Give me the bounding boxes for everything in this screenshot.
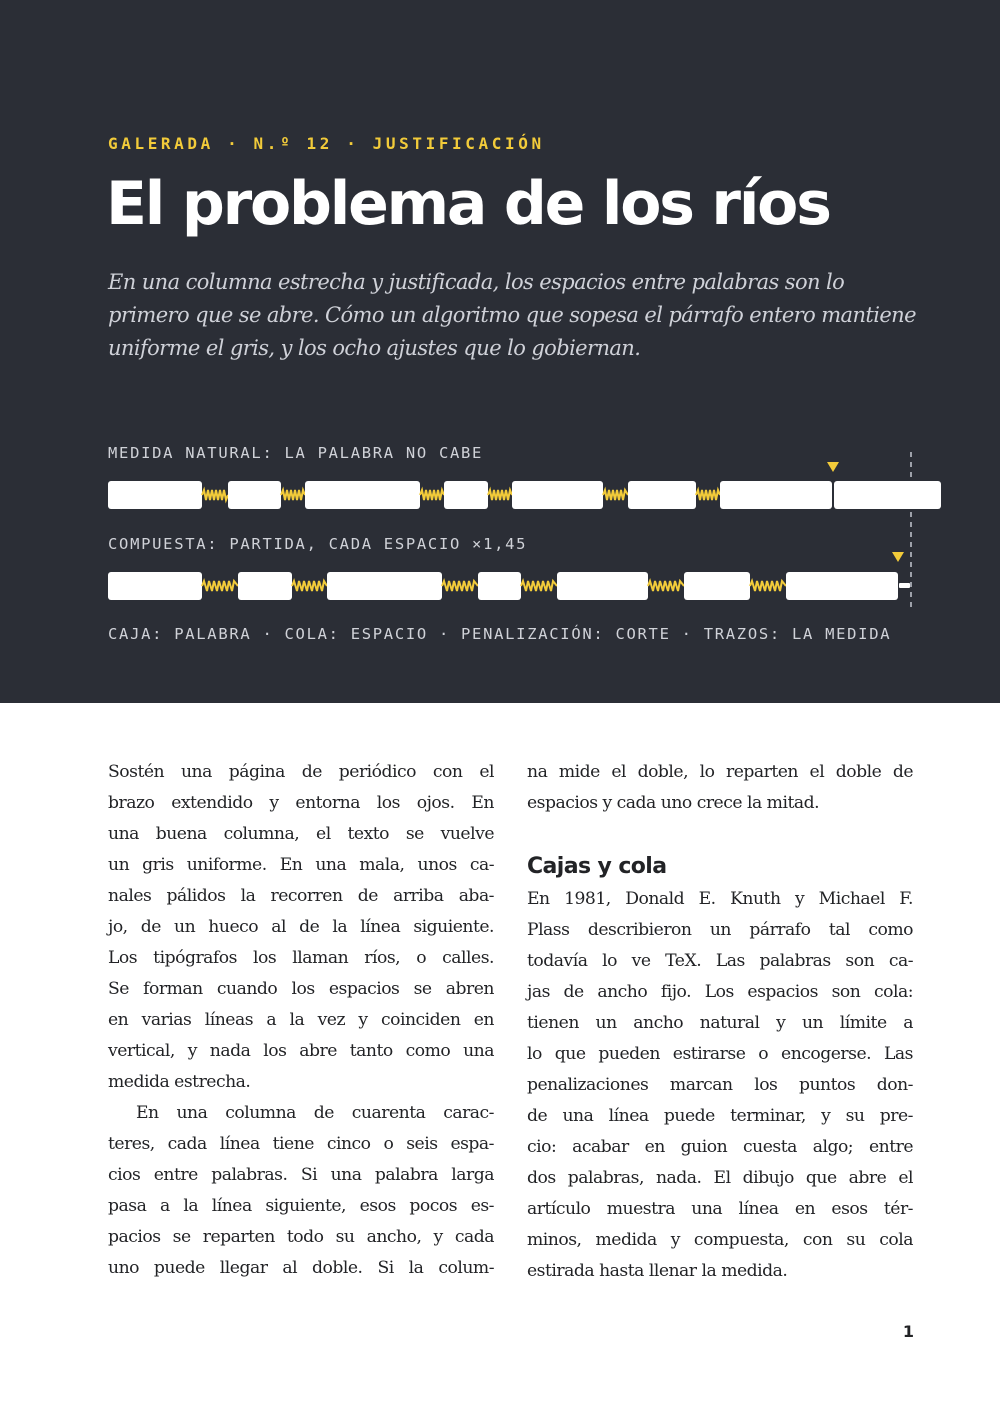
text-line: minos, medida y compuesta, con su cola [527,1230,913,1250]
text-line: tienen un ancho natural y un límite a [527,1013,913,1033]
text-line: uno puede llegar al doble. Si la colum- [108,1258,494,1278]
page-number: 1 [902,1322,914,1341]
text-line: En 1981, Donald E. Knuth y Michael F. [527,889,913,909]
word-box [108,572,202,600]
word-box [684,572,750,600]
text-line: Plass describieron un párrafo tal como [527,920,913,940]
text-line: jas de ancho fijo. Los espacios son cola: [527,982,913,1002]
text-line: pacios se reparten todo su ancho, y cada [108,1227,494,1247]
word-box [444,481,488,509]
natural-row [108,462,941,509]
dek-line: primero que se abre. Cómo un algoritmo que sopesa el párrafo entero mantiene [108,303,916,327]
text-line: En una columna de cuarenta carac- [136,1103,494,1123]
glue-spring [202,581,238,591]
figure-legend: CAJA: PALABRA · COLA: ESPACIO · PENALIZACIÓN: CORTE · TRAZOS: LA MEDIDA [108,625,892,643]
text-line: una buena columna, el texto se vuelve [108,824,494,844]
section-heading: Cajas y cola [527,854,667,879]
text-line: Sostén una página de periódico con el [108,762,494,782]
text-line: na mide el doble, lo reparten el doble de [527,762,913,782]
word-box-overflow [834,481,941,509]
text-line: estirada hasta llenar la medida. [527,1261,788,1281]
word-box [305,481,420,509]
word-box [720,481,832,509]
glue-spring [750,581,786,591]
word-box [512,481,603,509]
text-line: un gris uniforme. En una mala, unos ca- [108,855,494,875]
text-line: brazo extendido y entorna los ojos. En [108,793,494,813]
break-marker-icon [827,462,839,472]
text-line: Los tipógrafos los llaman ríos, o calles. [108,948,494,968]
break-marker-icon [892,552,904,562]
text-line: teres, cada línea tiene cinco o seis espa- [108,1134,494,1154]
glue-spring [420,490,444,500]
glue-spring [648,581,684,591]
dek [108,266,928,365]
text-line: en varias líneas a la vez y coinciden en [108,1010,494,1030]
hyphen-box [899,583,910,588]
composed-row [108,552,910,600]
word-box [108,481,202,509]
word-box [327,572,442,600]
text-line: cio: acabar en guion cuesta algo; entre [527,1137,913,1157]
text-line: vertical, y nada los abre tanto como una [108,1041,494,1061]
glue-spring [202,490,228,500]
natural-measure-label: MEDIDA NATURAL: LA PALABRA NO CABE [108,444,484,462]
glue-spring [488,490,512,500]
text-line: todavía lo ve TeX. Las palabras son ca- [527,951,913,971]
word-box [478,572,521,600]
article-column-left [108,757,494,1284]
glue-spring [603,490,628,500]
composed-line-label: COMPUESTA: PARTIDA, CADA ESPACIO ×1,45 [108,535,528,553]
text-line: nales pálidos la recorren de arriba aba- [108,886,494,906]
text-line: espacios y cada uno crece la mitad. [527,793,820,813]
word-box [628,481,696,509]
page-title: El problema de los ríos [106,169,830,239]
text-line: jo, de un hueco al de la línea siguiente. [108,917,494,937]
glue-spring [696,490,720,500]
word-box [557,572,648,600]
dek-line: uniforme el gris, y los ocho ajustes que lo gobiernan. [108,336,641,360]
text-line: lo que pueden estirarse o encogerse. Las [527,1044,913,1064]
text-line: penalizaciones marcan los puntos don- [527,1075,913,1095]
header-panel [0,0,1000,703]
glue-spring [521,581,557,591]
glue-spring [292,581,327,591]
article-column-right [527,757,913,1287]
text-line: Se forman cuando los espacios se abren [108,979,494,999]
box-glue-diagram [0,440,1000,620]
glue-spring [442,581,478,591]
word-box [228,481,281,509]
kicker: GALERADA · N.º 12 · JUSTIFICACIÓN [108,134,545,153]
text-line: dos palabras, nada. El dibujo que abre el [527,1168,913,1188]
text-line: artículo muestra una línea en esos tér- [527,1199,913,1219]
dek-line: En una columna estrecha y justificada, los espacios entre palabras son lo [108,270,845,294]
text-line: de una línea puede terminar, y su pre- [527,1106,913,1126]
text-line: cios entre palabras. Si una palabra larga [108,1165,494,1185]
word-box [786,572,898,600]
text-line: pasa a la línea siguiente, esos pocos es- [108,1196,494,1216]
word-box [238,572,292,600]
glue-spring [281,490,305,500]
text-line: medida estrecha. [108,1072,251,1092]
